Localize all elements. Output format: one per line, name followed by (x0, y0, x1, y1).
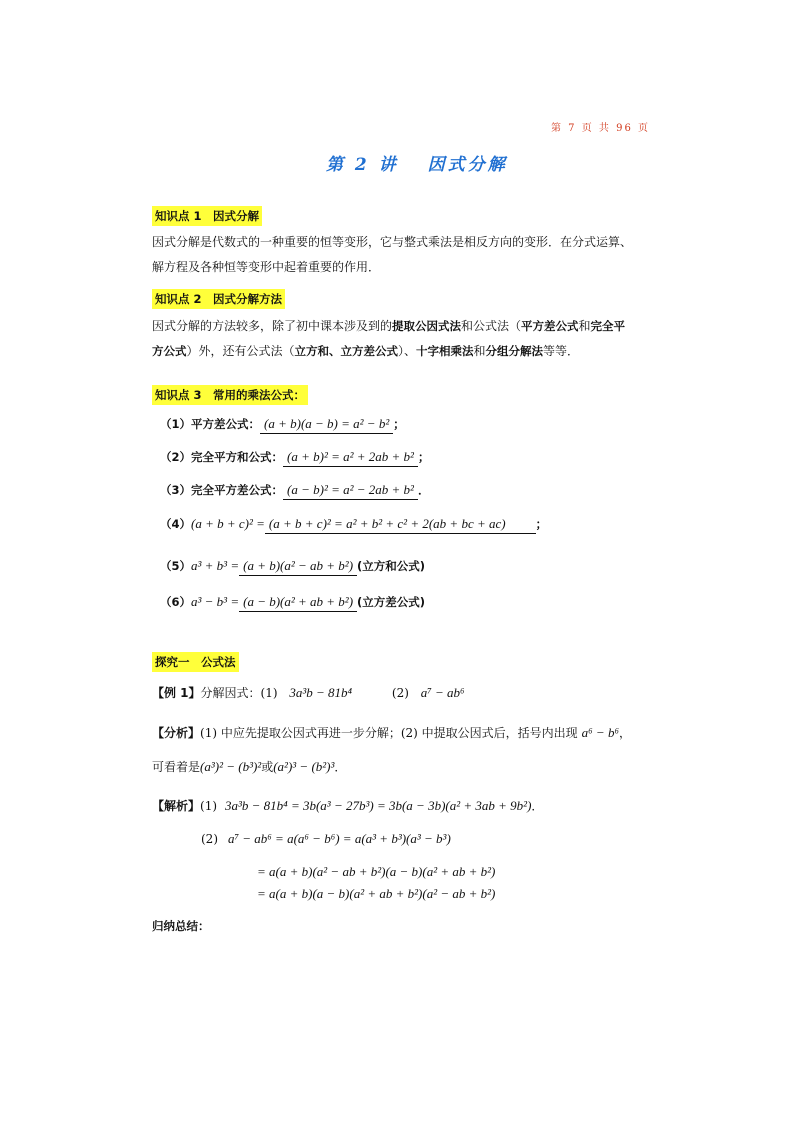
formula-lhs: a³ − b³ = (191, 594, 240, 609)
kp2-text: ）、 (398, 344, 417, 358)
formula-number: （2） (160, 450, 192, 464)
solution-line-2 (201, 831, 451, 847)
analysis-text: 可看着是 (152, 760, 201, 774)
analysis-expr: a⁶ − b⁶ (581, 725, 619, 740)
solution-eq-2: a⁷ − ab⁶ = a(a⁶ − b⁶) = a(a³ + b³)(a³ − b³) (228, 831, 451, 846)
analysis-text: ． (334, 760, 347, 774)
kp2-bold-term: 平方差公式 (521, 319, 579, 333)
kp2-bold-term: 完全平 (590, 319, 626, 333)
knowledge-point-3-label: 知识点 3 常用的乘法公式： (152, 385, 308, 405)
formula-name: 平方差公式： (191, 417, 261, 431)
kp2-text-line2 (152, 340, 579, 362)
example-text: 分解因式：(1) (200, 686, 278, 700)
formula-number: （1） (160, 417, 192, 431)
formula-number: （5） (160, 559, 192, 573)
formula-number: （3） (160, 483, 192, 497)
kp2-text: 和 (473, 344, 486, 358)
example-1 (152, 684, 465, 701)
kp2-text: 和 (578, 319, 591, 333)
formula-end: ． (417, 483, 430, 497)
solution-eq-1: 3a³b − 81b⁴ = 3b(a³ − 27b³) = 3b(a − 3b)(a² + 3ab + 9b²) (225, 798, 532, 813)
kp1-text-line2: 解方程及各种恒等变形中起着重要的作用． (152, 260, 381, 274)
analysis-expr: (a³)² − (b³)² (200, 759, 262, 774)
solution-eq-4: = a(a + b)(a − b)(a² + ab + b²)(a² − ab + b²) (257, 886, 496, 901)
analysis-expr: (a²)³ − (b²)³ (273, 759, 335, 774)
solution-line-1 (152, 797, 543, 814)
kp2-text: 和公式法（ (461, 319, 522, 333)
formula-expression: (a − b)(a² + ab + b²) (239, 594, 357, 612)
lecture-title: 第 2 讲 因式分解 (326, 155, 508, 175)
formula-end: ； (417, 450, 430, 464)
kp2-bold-term: 立方和、立方差公式 (294, 344, 399, 358)
explore-1-label: 探究一 公式法 (152, 652, 239, 672)
analysis-line-2 (152, 758, 346, 775)
example-expr-2: a⁷ − ab⁶ (420, 685, 465, 700)
example-tag: 【例 1】 (152, 686, 201, 700)
solution-part-1: (1) (200, 799, 218, 813)
formula-number: （6） (160, 595, 192, 609)
example-part-2: (2) (391, 686, 409, 700)
formula-row-5 (160, 558, 425, 576)
formula-row-3 (160, 482, 429, 500)
kp2-bold-term: 分组分解法 (485, 344, 544, 358)
formula-row-2 (160, 449, 429, 467)
analysis-text: (1) 中应先提取公因式再进一步分解；(2) 中提取公因式后，括号内出现 (200, 726, 578, 740)
formula-lhs: a³ + b³ = (191, 558, 240, 573)
formula-expression: (a + b)(a² − ab + b²) (239, 558, 357, 576)
solution-tag: 【解析】 (152, 799, 201, 813)
kp2-text: 因式分解的方法较多，除了初中课本涉及到的 (152, 319, 393, 333)
formula-expression: (a + b)² = a² + 2ab + b² (283, 449, 418, 467)
formula-name: 完全平方差公式： (191, 483, 284, 497)
formula-row-6 (160, 594, 425, 612)
analysis-line-1 (152, 724, 631, 741)
solution-part-2: (2) (201, 832, 218, 846)
formula-expression: (a − b)² = a² − 2ab + b² (283, 482, 418, 500)
kp2-bold-term: 十字相乘法 (416, 344, 474, 358)
summary-label: 归纳总结： (152, 919, 210, 933)
example-expr-1: 3a³b − 81b⁴ (289, 685, 353, 700)
kp2-text: 等等． (543, 344, 580, 358)
formula-end: (立方和公式) (357, 559, 426, 573)
analysis-tag: 【分析】 (152, 726, 201, 740)
formula-end: (立方差公式) (357, 595, 426, 609)
page-number-header: 第 7 页 共 96 页 (551, 123, 650, 134)
formula-lhs: (a + b + c)² = (191, 516, 265, 531)
kp2-text-line1 (152, 315, 625, 337)
formula-row-4 (160, 516, 547, 534)
analysis-text: 或 (261, 760, 274, 774)
formula-name: 完全平方和公式： (191, 450, 284, 464)
formula-end: ； (393, 417, 405, 431)
knowledge-point-1-label: 知识点 1 因式分解 (152, 206, 262, 226)
kp1-text-line1: 因式分解是代数式的一种重要的恒等变形，它与整式乘法是相反方向的变形．在分式运算、 (152, 235, 633, 249)
formula-end: ； (535, 517, 548, 531)
kp2-bold-term: 方公式 (152, 344, 187, 358)
kp2-bold-term: 提取公因式法 (392, 319, 462, 333)
formula-expression: (a + b + c)² = a² + b² + c² + 2(ab + bc + ac) (265, 516, 536, 534)
analysis-tail: ， (618, 726, 631, 740)
kp2-text: ）外，还有公式法（ (186, 344, 295, 358)
solution-eq-3: = a(a + b)(a² − ab + b²)(a − b)(a² + ab + b²) (257, 864, 496, 879)
solution-end: ． (531, 799, 544, 813)
formula-number: （4） (160, 517, 192, 531)
formula-expression: (a + b)(a − b) = a² − b² (260, 416, 393, 434)
knowledge-point-2-label: 知识点 2 因式分解方法 (152, 289, 285, 309)
formula-row-1 (160, 416, 405, 434)
